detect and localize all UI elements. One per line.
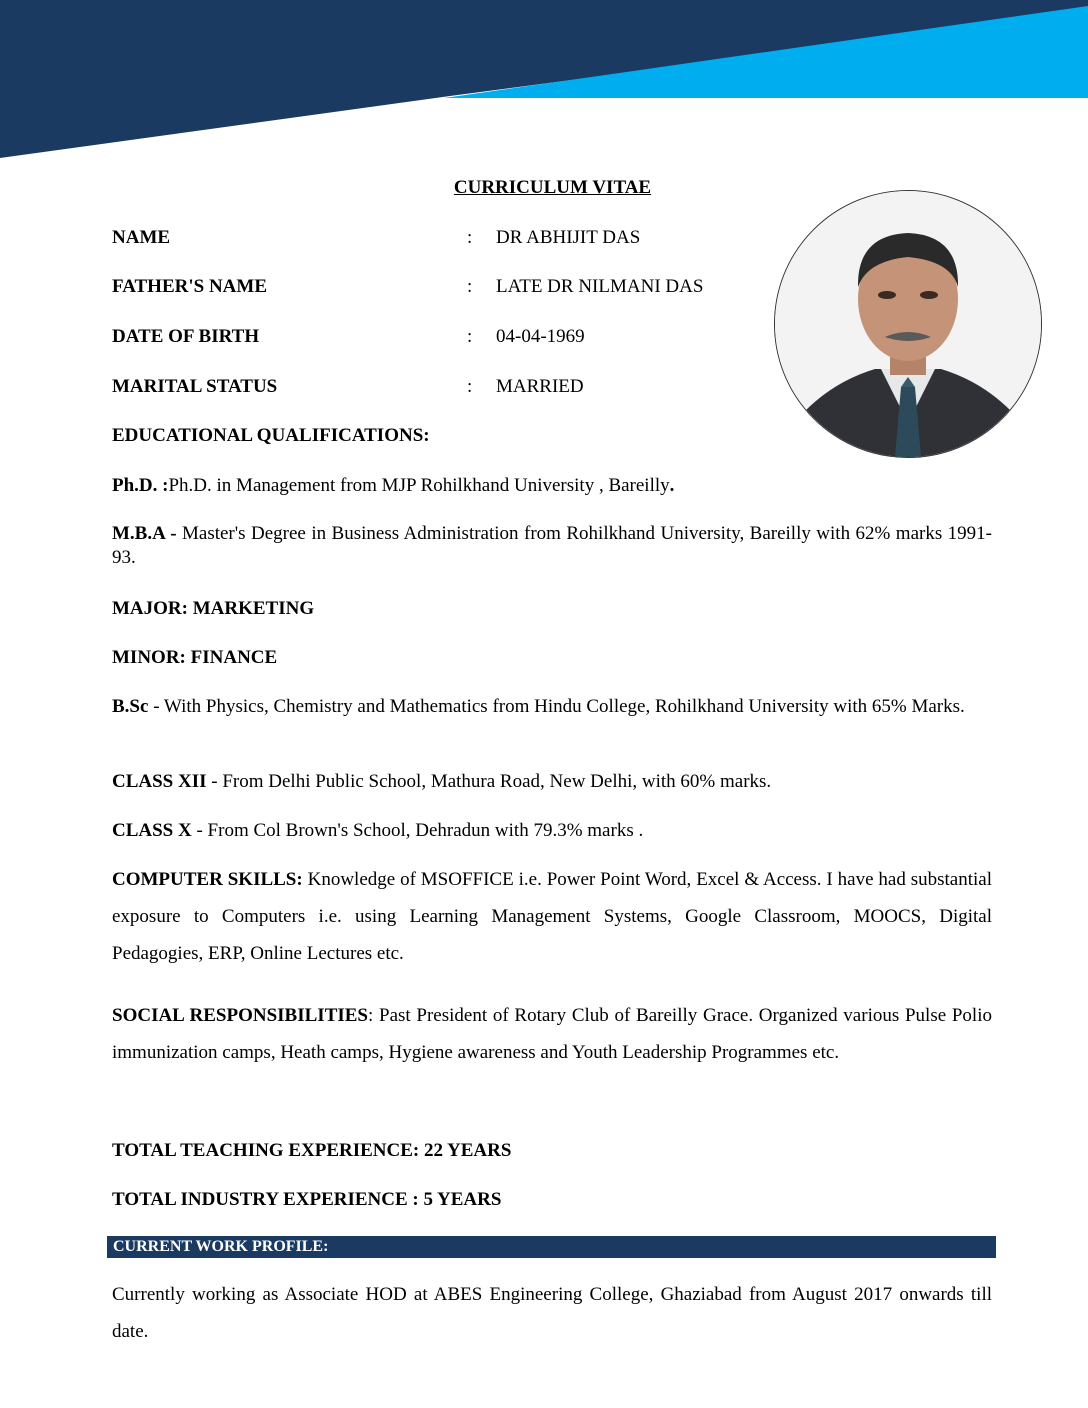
class10-entry <box>112 819 992 843</box>
mba-entry <box>112 522 992 570</box>
computer-skills-entry <box>112 861 992 972</box>
bsc-text: - With Physics, Chemistry and Mathematics from Hindu College, Rohilkhand University with 65% Marks. <box>148 696 965 717</box>
phd-text: Ph.D. in Management from MJP Rohilkhand University , Bareilly <box>168 475 670 496</box>
current-work-profile-heading: CURRENT WORK PROFILE: <box>107 1236 996 1258</box>
social-responsibilities-text: : Past President of Rotary Club of Bareilly Grace. Organized various Pulse Polio immunization camps, Heath camps, Hygiene awareness and Youth Leadership Programmes etc. <box>112 1005 992 1063</box>
social-responsibilities-entry <box>112 997 992 1071</box>
phd-end: . <box>669 475 675 496</box>
current-work-profile-text: Currently working as Associate HOD at ABES Engineering College, Ghaziabad from August 2017 onwards till date. <box>112 1284 992 1342</box>
name-value: DR ABHIJIT DAS <box>496 227 641 248</box>
fathers-name-colon: : <box>467 276 473 297</box>
date-of-birth-value: 04-04-1969 <box>496 326 585 347</box>
computer-skills-label: COMPUTER SKILLS: <box>112 869 303 890</box>
class12-entry <box>112 770 992 794</box>
phd-label: Ph.D. : <box>112 475 169 496</box>
bsc-label: B.Sc <box>112 696 149 717</box>
document-title: CURRICULUM VITAE <box>453 177 652 198</box>
computer-skills-text: Knowledge of MSOFFICE i.e. Power Point Word, Excel & Access. I have had substantial exposure to Computers i.e. using Learning Management Systems, Google Classroom, MOOCS, Digital Pedagogies, ERP, Online Lectures etc. <box>112 869 992 964</box>
mba-label: M.B.A - <box>112 523 182 544</box>
social-responsibilities-label: SOCIAL RESPONSIBILITIES <box>112 1005 368 1026</box>
name-label: NAME <box>112 227 171 248</box>
teaching-experience: TOTAL TEACHING EXPERIENCE: 22 YEARS <box>112 1140 512 1161</box>
minor-line: MINOR: FINANCE <box>112 647 278 668</box>
marital-status-label: MARITAL STATUS <box>112 376 278 397</box>
fathers-name-value: LATE DR NILMANI DAS <box>496 276 704 297</box>
marital-status-value: MARRIED <box>496 376 584 397</box>
class10-text: - From Col Brown's School, Dehradun with 79.3% marks . <box>191 820 644 841</box>
education-heading: EDUCATIONAL QUALIFICATIONS: <box>112 425 430 446</box>
date-of-birth-label: DATE OF BIRTH <box>112 326 260 347</box>
profile-photo <box>774 190 1042 458</box>
fathers-name-label: FATHER'S NAME <box>112 276 267 297</box>
class12-label: CLASS XII <box>112 771 207 792</box>
date-of-birth-colon: : <box>467 326 473 347</box>
name-colon: : <box>467 227 473 248</box>
industry-experience: TOTAL INDUSTRY EXPERIENCE : 5 YEARS <box>112 1189 502 1210</box>
mba-text: Master's Degree in Business Administration from Rohilkhand University, Bareilly with 62% marks 1991-93. <box>112 523 992 568</box>
class10-label: CLASS X <box>112 820 192 841</box>
major-line: MAJOR: MARKETING <box>112 598 315 619</box>
phd-entry <box>112 474 992 498</box>
class12-text: - From Delhi Public School, Mathura Road, New Delhi, with 60% marks. <box>206 771 772 792</box>
header-banner <box>0 0 1088 160</box>
bsc-entry <box>112 695 992 719</box>
marital-status-colon: : <box>467 376 473 397</box>
